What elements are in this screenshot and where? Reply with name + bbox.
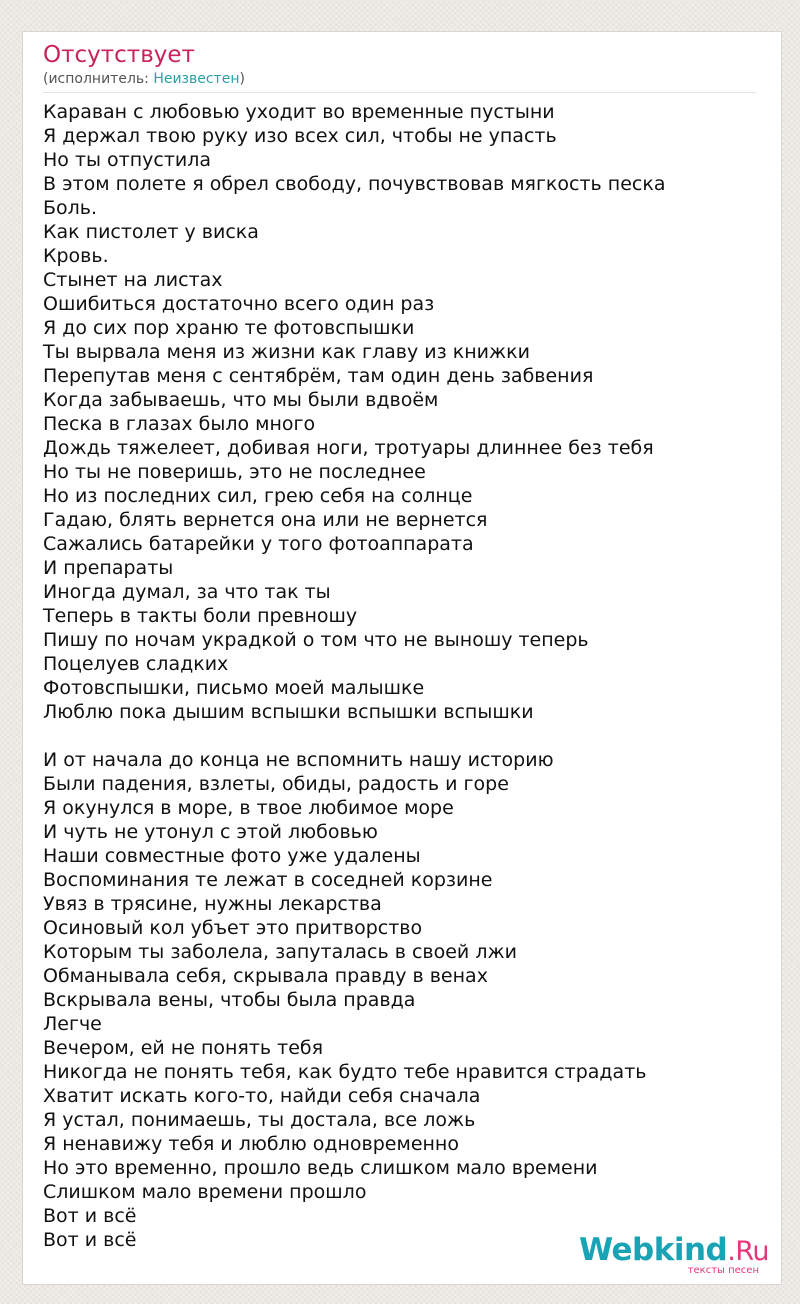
lyrics-line: Дождь тяжелеет, добивая ноги, тротуары длиннее без тебя xyxy=(43,437,654,459)
song-title: Отсутствует xyxy=(43,42,195,68)
lyrics-line: Вот и всё xyxy=(43,1205,137,1227)
artist-line xyxy=(43,70,245,88)
lyrics-line: Вскрывала вены, чтобы была правда xyxy=(43,989,416,1011)
lyrics-line: Были падения, взлеты, обиды, радость и горе xyxy=(43,773,509,795)
lyrics-line: Но из последних сил, грею себя на солнце xyxy=(43,485,473,507)
lyrics-line: Слишком мало времени прошло xyxy=(43,1181,367,1203)
lyrics-line: Ошибиться достаточно всего один раз xyxy=(43,293,435,315)
lyrics-card xyxy=(22,31,782,1285)
lyrics-line: Хватит искать кого-то, найди себя сначала xyxy=(43,1085,481,1107)
lyrics-line: Я держал твою руку изо всех сил, чтобы не упасть xyxy=(43,125,557,147)
lyrics-line: Но ты отпустила xyxy=(43,149,212,171)
artist-suffix: ) xyxy=(239,71,245,87)
lyrics-blank-line xyxy=(43,724,665,748)
lyrics-line: Я до сих пор храню те фотовспышки xyxy=(43,317,415,339)
lyrics-line: Кровь. xyxy=(43,245,109,267)
lyrics-line: Когда забываешь, что мы были вдвоём xyxy=(43,389,439,411)
artist-prefix: (исполнитель: xyxy=(43,71,154,87)
lyrics-line: Стынет на листах xyxy=(43,269,223,291)
logo-tld-text: .Ru xyxy=(727,1236,769,1267)
lyrics-line: Я окунулся в море, в твое любимое море xyxy=(43,797,454,819)
logo-tagline: тексты песен xyxy=(687,1265,759,1276)
lyrics-line: Караван с любовью уходит во временные пустыни xyxy=(43,101,555,123)
lyrics-line: Увяз в трясине, нужны лекарства xyxy=(43,893,382,915)
lyrics-line: И чуть не утонул с этой любовью xyxy=(43,821,378,843)
lyrics-line: Никогда не понять тебя, как будто тебе нравится страдать xyxy=(43,1061,647,1083)
lyrics-line: Но ты не поверишь, это не последнее xyxy=(43,461,426,483)
lyrics-line: Боль. xyxy=(43,197,98,219)
lyrics-line: Наши совместные фото уже удалены xyxy=(43,845,421,867)
lyrics-line: Как пистолет у виска xyxy=(43,221,259,243)
lyrics-line: Гадаю, блять вернется она или не вернется xyxy=(43,509,488,531)
lyrics-line: Осиновый кол убъет это притворство xyxy=(43,917,423,939)
lyrics-line: Ты вырвала меня из жизни как главу из книжки xyxy=(43,341,530,363)
lyrics-line: Перепутав меня с сентябрём, там один день забвения xyxy=(43,365,594,387)
lyrics-line: Поцелуев сладких xyxy=(43,653,229,675)
title-divider xyxy=(43,92,756,93)
lyrics-line: Песка в глазах было много xyxy=(43,413,316,435)
lyrics-line: Люблю пока дышим вспышки вспышки вспышки xyxy=(43,701,534,723)
lyrics-line: И препараты xyxy=(43,557,174,579)
lyrics-line: Фотовспышки, письмо моей малышке xyxy=(43,677,425,699)
lyrics-line: Иногда думал, за что так ты xyxy=(43,581,331,603)
lyrics-line: Воспоминания те лежат в соседней корзине xyxy=(43,869,493,891)
lyrics-line: Я ненавижу тебя и люблю одновременно xyxy=(43,1133,459,1155)
lyrics-line: Но это временно, прошло ведь слишком мало времени xyxy=(43,1157,598,1179)
lyrics-line: Теперь в такты боли превношу xyxy=(43,605,358,627)
logo-main-text: Webkind xyxy=(578,1232,728,1268)
lyrics-line: Пишу по ночам украдкой о том что не выношу теперь xyxy=(43,629,589,651)
lyrics-line: Вечером, ей не понять тебя xyxy=(43,1037,324,1059)
lyrics-line: Которым ты заболела, запуталась в своей лжи xyxy=(43,941,517,963)
lyrics-line: Вот и всё xyxy=(43,1229,137,1251)
lyrics-line: Легче xyxy=(43,1013,102,1035)
site-logo[interactable] xyxy=(569,1232,769,1276)
lyrics-line: Сажались батарейки у того фотоаппарата xyxy=(43,533,474,555)
lyrics-line: Обманывала себя, скрывала правду в венах xyxy=(43,965,488,987)
lyrics-line: Я устал, понимаешь, ты достала, все ложь xyxy=(43,1109,476,1131)
lyrics-line: И от начала до конца не вспомнить нашу историю xyxy=(43,749,554,771)
lyrics-text xyxy=(43,100,665,1252)
artist-link[interactable]: Неизвестен xyxy=(153,71,240,87)
lyrics-line: В этом полете я обрел свободу, почувствовав мягкость песка xyxy=(43,173,666,195)
